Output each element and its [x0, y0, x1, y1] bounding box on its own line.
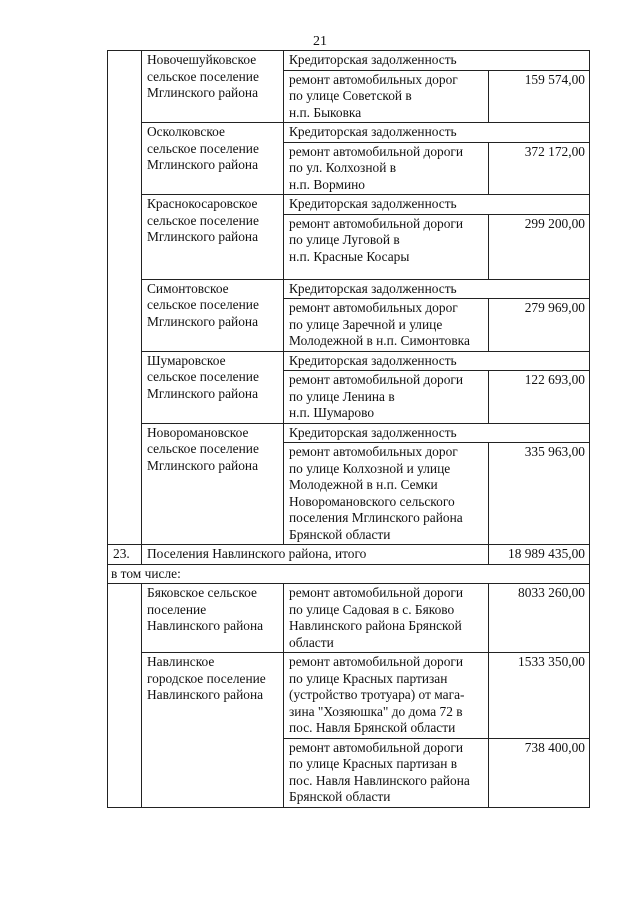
district-total-label: Поселения Навлинского района, итого — [142, 545, 489, 565]
row-number-cell — [108, 423, 142, 545]
debt-label: Кредиторская задолженность — [284, 195, 590, 215]
work-description: ремонт автомобильной дороги по улице Красных партизан (устройство тротуара) от мага- зина "Хозяюшка" до дома 72 в пос. Навля Брянской области — [284, 653, 489, 739]
debt-label: Кредиторская задолженность — [284, 123, 590, 143]
row-number-cell — [108, 51, 142, 123]
debt-label: Кредиторская задолженность — [284, 279, 590, 299]
amount-cell: 372 172,00 — [489, 142, 590, 195]
settlement-name: Шумаровское сельское поселение Мглинского района — [142, 351, 284, 423]
table-row — [108, 51, 590, 71]
row-number-cell — [108, 195, 142, 280]
row-number-cell — [108, 123, 142, 195]
work-description: ремонт автомобильных дорог по улице Советской в н.п. Быковка — [284, 70, 489, 123]
debt-label: Кредиторская задолженность — [284, 423, 590, 443]
debt-label: Кредиторская задолженность — [284, 351, 590, 371]
settlement-name: Бяковское сельское поселение Навлинского района — [142, 584, 284, 653]
table-row — [108, 564, 590, 584]
table-row — [108, 123, 590, 143]
table-row — [108, 653, 590, 739]
allocation-table — [107, 50, 590, 808]
amount-cell: 738 400,00 — [489, 738, 590, 807]
table-row — [108, 351, 590, 371]
work-description: ремонт автомобильной дороги по ул. Колхозной в н.п. Вормино — [284, 142, 489, 195]
work-description: ремонт автомобильной дороги по улице Ленина в н.п. Шумарово — [284, 371, 489, 424]
table-row-total — [108, 545, 590, 565]
row-number-cell — [108, 279, 142, 351]
page-number: 21 — [313, 34, 327, 49]
work-description: ремонт автомобильной дороги по улице Садовая в с. Бяково Навлинского района Брянской области — [284, 584, 489, 653]
table-row — [108, 584, 590, 653]
row-number-cell — [108, 584, 142, 653]
amount-cell: 159 574,00 — [489, 70, 590, 123]
amount-cell: 299 200,00 — [489, 214, 590, 279]
amount-cell: 335 963,00 — [489, 443, 590, 545]
table-row — [108, 423, 590, 443]
work-description: ремонт автомобильных дорог по улице Заречной и улице Молодежной в н.п. Симонтовка — [284, 299, 489, 352]
row-number-cell: 23. — [108, 545, 142, 565]
settlement-name: Новоромановское сельское поселение Мглинского района — [142, 423, 284, 545]
settlement-name: Новочешуйковское сельское поселение Мглинского района — [142, 51, 284, 123]
settlement-name: Осколковское сельское поселение Мглинского района — [142, 123, 284, 195]
row-number-cell — [108, 653, 142, 808]
amount-cell: 18 989 435,00 — [489, 545, 590, 565]
table-row — [108, 279, 590, 299]
table-row — [108, 195, 590, 215]
settlement-name: Симонтовское сельское поселение Мглинского района — [142, 279, 284, 351]
row-number-cell — [108, 351, 142, 423]
settlement-name: Навлинское городское поселение Навлинского района — [142, 653, 284, 808]
debt-label: Кредиторская задолженность — [284, 51, 590, 71]
amount-cell: 122 693,00 — [489, 371, 590, 424]
work-description: ремонт автомобильных дорог по улице Колхозной и улице Молодежной в н.п. Семки Новоромановского сельского поселения Мглинского района Брянской области — [284, 443, 489, 545]
settlement-name: Краснокосаровское сельское поселение Мглинского района — [142, 195, 284, 280]
including-label: в том числе: — [108, 564, 590, 584]
work-description: ремонт автомобильной дороги по улице Луговой в н.п. Красные Косары — [284, 214, 489, 279]
amount-cell: 1533 350,00 — [489, 653, 590, 739]
amount-cell: 279 969,00 — [489, 299, 590, 352]
work-description: ремонт автомобильной дороги по улице Красных партизан в пос. Навля Навлинского района Брянской области — [284, 738, 489, 807]
amount-cell: 8033 260,00 — [489, 584, 590, 653]
